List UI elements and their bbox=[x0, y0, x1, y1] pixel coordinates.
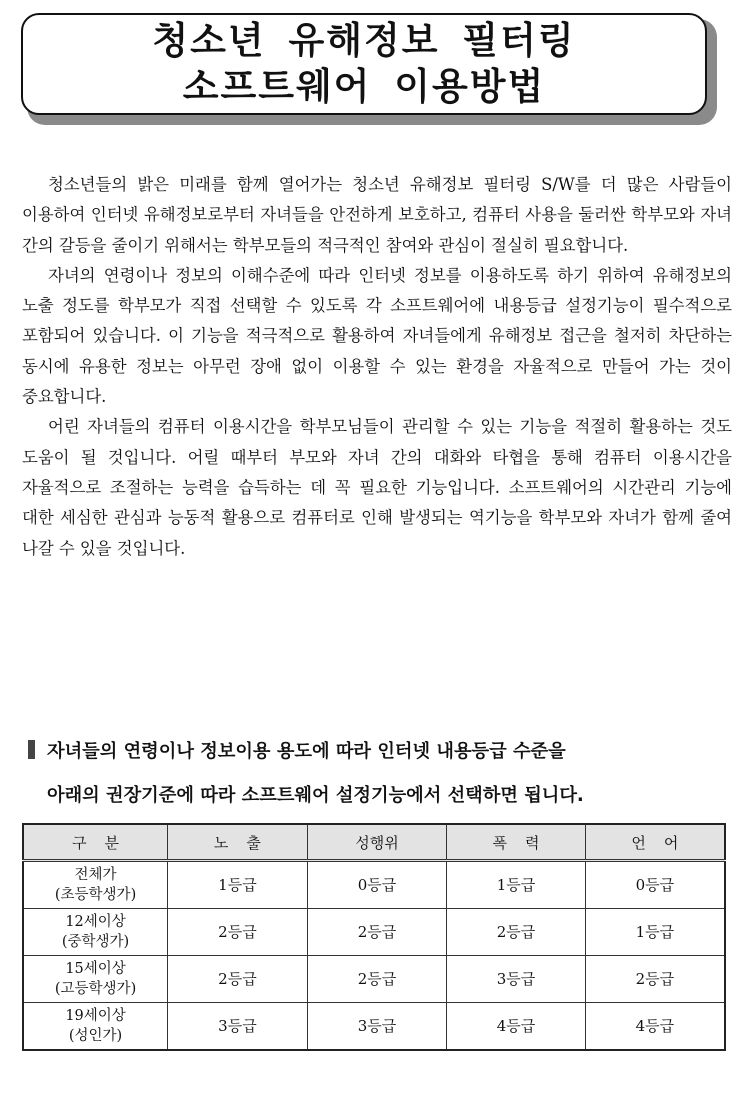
cell-language: 2등급 bbox=[585, 956, 725, 1003]
group-label: (중학생가) bbox=[61, 934, 130, 950]
row-category bbox=[23, 1003, 168, 1051]
cell-violence: 4등급 bbox=[447, 1003, 586, 1051]
table-header-row bbox=[23, 824, 725, 861]
cell-exposure: 2등급 bbox=[168, 956, 308, 1003]
header-sexual-activity: 성행위 bbox=[307, 824, 446, 861]
cell-sexual-activity: 2등급 bbox=[307, 909, 446, 956]
row-category bbox=[23, 909, 168, 956]
page-title-line-2: 소프트웨어 이용방법 bbox=[182, 65, 546, 108]
header-language: 언어 bbox=[585, 824, 725, 861]
notice-line-2: 아래의 권장기준에 따라 소프트웨어 설정기능에서 선택하면 됩니다. bbox=[47, 785, 584, 806]
group-label: (성인가) bbox=[68, 1028, 123, 1044]
title-box bbox=[21, 13, 707, 115]
bar-bullet-icon bbox=[28, 740, 35, 759]
row-category bbox=[23, 956, 168, 1003]
cell-language: 1등급 bbox=[585, 909, 725, 956]
intro-text bbox=[22, 170, 732, 564]
paragraph-3: 어린 자녀들의 컴퓨터 이용시간을 학부모님들이 관리할 수 있는 기능을 적절히 활용하는 것도 도움이 될 것입니다. 어릴 때부터 부모와 자녀 간의 대화와 타협을 통해 컴퓨터 이용시간을 자율적으로 조절하는 능력을 습득하는 데 꼭 필요한 기능입니다. 소프트웨어의 시간관리 기능에 대한 세심한 관심과 능동적 활용으로 컴퓨터로 인해 발생되는 역기능을 학부모와 자녀가 함께 줄여 나갈 수 있을 것입니다. bbox=[22, 417, 732, 558]
cell-violence: 1등급 bbox=[447, 861, 586, 909]
paragraph-1: 청소년들의 밝은 미래를 함께 열어가는 청소년 유해정보 필터링 S/W를 더 많은 사람들이 이용하여 인터넷 유해정보로부터 자녀들을 안전하게 보호하고, 컴퓨터 사용을 둘러싼 학부모와 자녀 간의 갈등을 줄이기 위해서는 학부모들의 적극적인 참여와 관심이 절실히 필요합니다. bbox=[22, 175, 732, 255]
header-violence: 폭력 bbox=[447, 824, 586, 861]
header-category: 구분 bbox=[23, 824, 168, 861]
content-rating-table bbox=[22, 823, 726, 1051]
table-row bbox=[23, 861, 725, 909]
age-label: 전체가 bbox=[74, 867, 117, 883]
recommendation-notice bbox=[28, 730, 730, 818]
cell-language: 0등급 bbox=[585, 861, 725, 909]
header-exposure: 노출 bbox=[168, 824, 308, 861]
group-label: (고등학생가) bbox=[54, 981, 137, 997]
group-label: (초등학생가) bbox=[54, 887, 137, 903]
notice-line-1 bbox=[28, 730, 730, 774]
cell-language: 4등급 bbox=[585, 1003, 725, 1051]
table-row bbox=[23, 909, 725, 956]
paragraph-2: 자녀의 연령이나 정보의 이해수준에 따라 인터넷 정보를 이용하도록 하기 위하여 유해정보의 노출 정도를 학부모가 직접 선택할 수 있도록 각 소프트웨어에 내용등급 설정기능이 필수적으로 포함되어 있습니다. 이 기능을 적극적으로 활용하여 자녀들에게 유해정보 접근을 철저히 차단하는 동시에 유용한 정보는 아무런 장애 없이 이용할 수 있는 환경을 자율적으로 만들어 가는 것이 중요합니다. bbox=[22, 265, 732, 407]
cell-exposure: 3등급 bbox=[168, 1003, 308, 1051]
table-row bbox=[23, 956, 725, 1003]
cell-exposure: 2등급 bbox=[168, 909, 308, 956]
cell-exposure: 1등급 bbox=[168, 861, 308, 909]
age-label: 12세이상 bbox=[65, 914, 126, 930]
age-label: 15세이상 bbox=[65, 961, 126, 977]
cell-sexual-activity: 2등급 bbox=[307, 956, 446, 1003]
cell-sexual-activity: 0등급 bbox=[307, 861, 446, 909]
page-title-line-1: 청소년 유해정보 필터링 bbox=[152, 19, 576, 62]
cell-sexual-activity: 3등급 bbox=[307, 1003, 446, 1051]
notice-text-1: 자녀들의 연령이나 정보이용 용도에 따라 인터넷 내용등급 수준을 bbox=[47, 741, 566, 762]
age-label: 19세이상 bbox=[65, 1008, 126, 1024]
cell-violence: 3등급 bbox=[447, 956, 586, 1003]
table-row bbox=[23, 1003, 725, 1051]
row-category bbox=[23, 861, 168, 909]
cell-violence: 2등급 bbox=[447, 909, 586, 956]
